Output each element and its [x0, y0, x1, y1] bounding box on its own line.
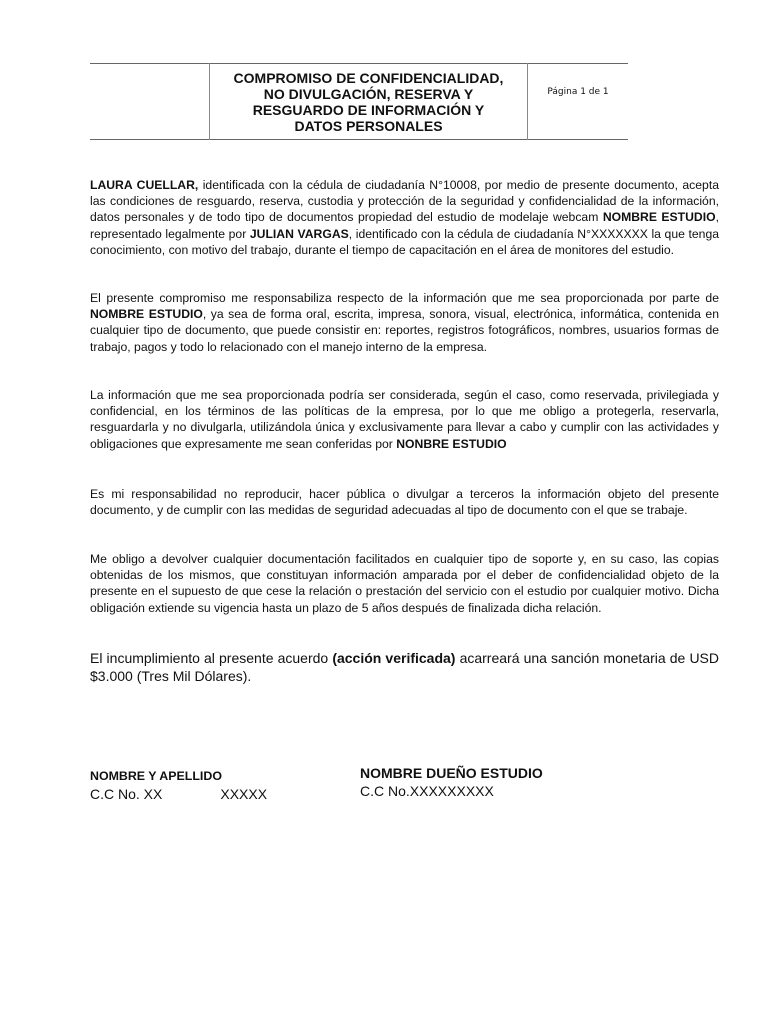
paragraph-text: , ya sea de forma oral, escrita, impresa, sonora, visual, electrónica, informática, contenida en cualquier tipo de documento, que puede consistir en: reportes, registros fotográficos, nombres, usuarios formas de trabajo, pagos y todo lo relacionado con el manejo interno de la empresa.: [90, 307, 719, 354]
signature-label: NOMBRE Y APELLIDO: [90, 769, 222, 783]
penalty-condition: (acción verificada): [332, 650, 456, 666]
paragraph-penalty: [90, 649, 719, 685]
page-number-label: Página 1 de 1: [547, 86, 609, 97]
signature-id-prefix: C.C No. XX: [90, 786, 163, 802]
paragraph-classification: [90, 387, 719, 452]
document-title: [210, 64, 528, 140]
paragraph-text: Me obligo a devolver cualquier documentación facilitados en cualquier tipo de soporte y, en su caso, las copias obtenidas de los mismos, que constituyan información amparada por el deber de confidencialidad objeto de la presente en el supuesto de que cese la relación o prestación del servicio con el estudio por cualquier motivo. Dicha obligación extiende su vigencia hasta un plazo de 5 años después de finalizada dicha relación.: [90, 552, 719, 615]
paragraph-text: acarreará una sanción monetaria de USD $3.000 (Tres Mil Dólares).: [90, 650, 719, 684]
paragraph-responsibility: [90, 290, 719, 355]
signature-block-signer: [90, 764, 267, 803]
signature-label: NOMBRE DUEÑO ESTUDIO: [360, 765, 543, 781]
representative-name: JULIAN VARGAS: [249, 226, 349, 241]
studio-name: NONBRE ESTUDIO: [396, 436, 507, 451]
signer-name: LAURA CUELLAR,: [90, 178, 199, 192]
paragraph-text: El presente compromiso me responsabiliza respecto de la información que me sea proporcionada por parte de: [90, 291, 719, 305]
title-line: DATOS PERSONALES: [294, 117, 443, 134]
page-number: [528, 64, 629, 140]
paragraph-text: , representado legalmente por: [90, 210, 719, 241]
signature-id-line: C.C No.XXXXXXXXX: [360, 783, 494, 799]
studio-name: NOMBRE ESTUDIO: [90, 307, 203, 322]
title-line: COMPROMISO DE CONFIDENCIALIDAD,: [233, 69, 504, 86]
paragraph-text: El incumplimiento al presente acuerdo: [90, 650, 333, 666]
title-line: NO DIVULGACIÓN, RESERVA Y: [263, 85, 474, 102]
paragraph-text: Es mi responsabilidad no reproducir, hacer pública o divulgar a terceros la información objeto del presente documento, y de cumplir con las medidas de seguridad adecuadas al tipo de documento con el que se trabaje.: [90, 487, 719, 518]
signature-id-line: [90, 785, 267, 803]
signature-block-owner: [360, 764, 543, 800]
studio-name: NOMBRE ESTUDIO: [602, 210, 716, 225]
paragraph-text: identificada con la cédula de ciudadanía N°10008, por medio de presente documento, acepta las condiciones de resguardo, reserva, custodia y protección de la seguridad y confidencialidad de la información, datos personales y de todo tipo de documentos propiedad del estudio de modelaje webcam: [90, 178, 719, 225]
signature-id-value: XXXXX: [220, 786, 268, 802]
document-header-table: [90, 63, 628, 140]
paragraph-agreement-parties: [90, 177, 719, 258]
paragraph-text: , identificado con la cédula de ciudadanía N°XXXXXXX la que tenga conocimiento, con motivo del trabajo, durante el tiempo de capacitación en el área de monitores del estudio.: [90, 226, 720, 257]
header-logo-cell: [90, 64, 210, 140]
title-line: RESGUARDO DE INFORMACIÓN Y: [252, 101, 485, 118]
paragraph-non-disclosure: [90, 486, 719, 518]
paragraph-text: La información que me sea proporcionada podría ser considerada, según el caso, como reservada, privilegiada y confidencial, en los términos de las políticas de la empresa, por lo que me obligo a protegerla, reservarla, resguardarla y no divulgarla, utilizándola única y exclusivamente para llevar a cabo y cumplir con las actividades y obligaciones que expresamente me sean conferidas por: [90, 388, 719, 451]
paragraph-return-documents: [90, 551, 719, 616]
